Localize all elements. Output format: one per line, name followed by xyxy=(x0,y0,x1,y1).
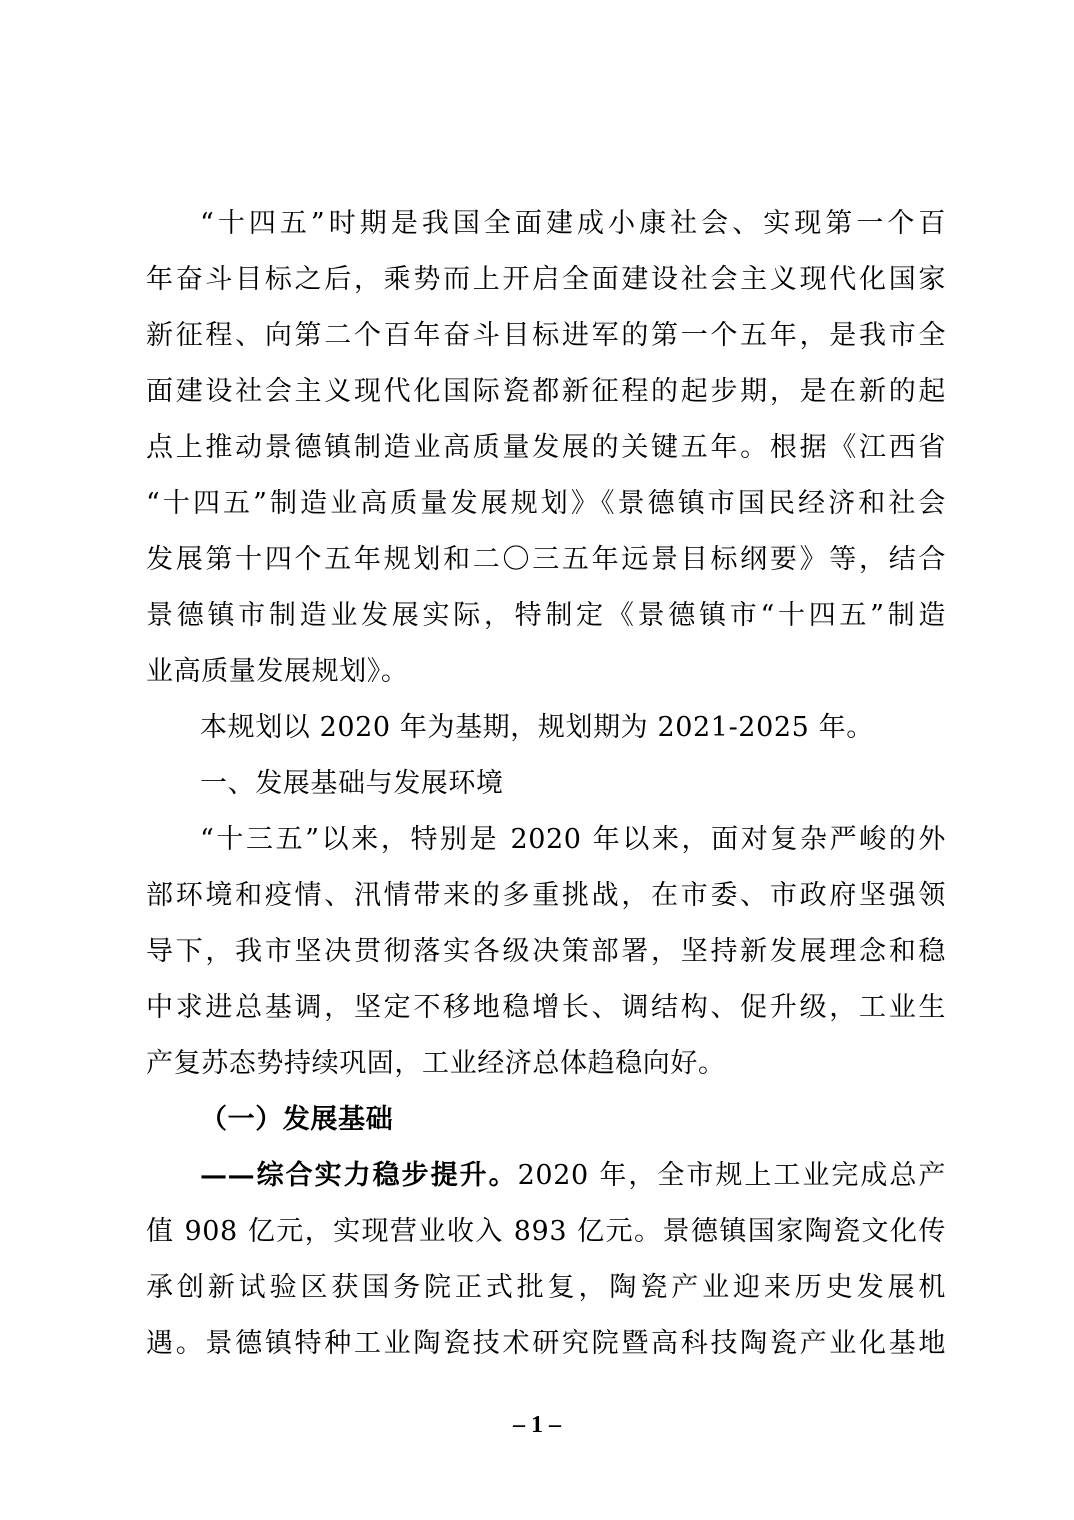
intro-line-1: “十四五”时期是我国全面建成小康社会、实现第一个百 xyxy=(200,208,946,239)
intro-line-5: 点上推动景德镇制造业高质量发展的关键五年。根据《江西省 xyxy=(146,432,946,463)
intro-line-7: 发展第十四个五年规划和二〇三五年远景目标纲要》等，结合 xyxy=(146,544,946,575)
subsection-lead-rest: 2020 年，全市规上工业完成总产 xyxy=(517,1160,946,1191)
subsection-lead-line xyxy=(200,1158,946,1194)
subsection-body-line-3: 遇。景德镇特种工业陶瓷技术研究院暨高科技陶瓷产业化基地 xyxy=(146,1328,946,1359)
subsection-lead-bold: ——综合实力稳步提升。 xyxy=(200,1160,518,1191)
intro-line-9: 业高质量发展规划》。 xyxy=(146,656,409,687)
section-body-line-4: 中求进总基调，坚定不移地稳增长、调结构、促升级，工业生 xyxy=(146,992,946,1023)
subsection-body-line-1: 值 908 亿元，实现营业收入 893 亿元。景德镇国家陶瓷文化传 xyxy=(146,1216,946,1247)
section-body-line-3: 导下，我市坚决贯彻落实各级决策部署，坚持新发展理念和稳 xyxy=(146,936,946,967)
section-body-line-5: 产复苏态势持续巩固，工业经济总体趋稳向好。 xyxy=(146,1048,726,1079)
subsection-body-line-2: 承创新试验区获国务院正式批复，陶瓷产业迎来历史发展机 xyxy=(146,1272,946,1303)
intro-line-6: “十四五”制造业高质量发展规划》《景德镇市国民经济和社会 xyxy=(146,488,946,519)
intro-line-4: 面建设社会主义现代化国际瓷都新征程的起步期，是在新的起 xyxy=(146,376,946,407)
page-number: – 1 – xyxy=(513,1412,561,1438)
intro-line-3: 新征程、向第二个百年奋斗目标进军的第一个五年，是我市全 xyxy=(146,320,946,351)
subsection-heading: （一）发展基础 xyxy=(200,1104,394,1135)
intro-line-2: 年奋斗目标之后，乘势而上开启全面建设社会主义现代化国家 xyxy=(146,264,946,295)
intro-line-8: 景德镇市制造业发展实际，特制定《景德镇市“十四五”制造 xyxy=(146,600,946,631)
section-body-line-2: 部环境和疫情、汛情带来的多重挑战，在市委、市政府坚强领 xyxy=(146,880,946,911)
section-heading: 一、发展基础与发展环境 xyxy=(200,768,504,799)
planning-period-line: 本规划以 2020 年为基期，规划期为 2021-2025 年。 xyxy=(200,712,874,743)
section-body-line-1: “十三五”以来，特别是 2020 年以来，面对复杂严峻的外 xyxy=(200,824,946,855)
